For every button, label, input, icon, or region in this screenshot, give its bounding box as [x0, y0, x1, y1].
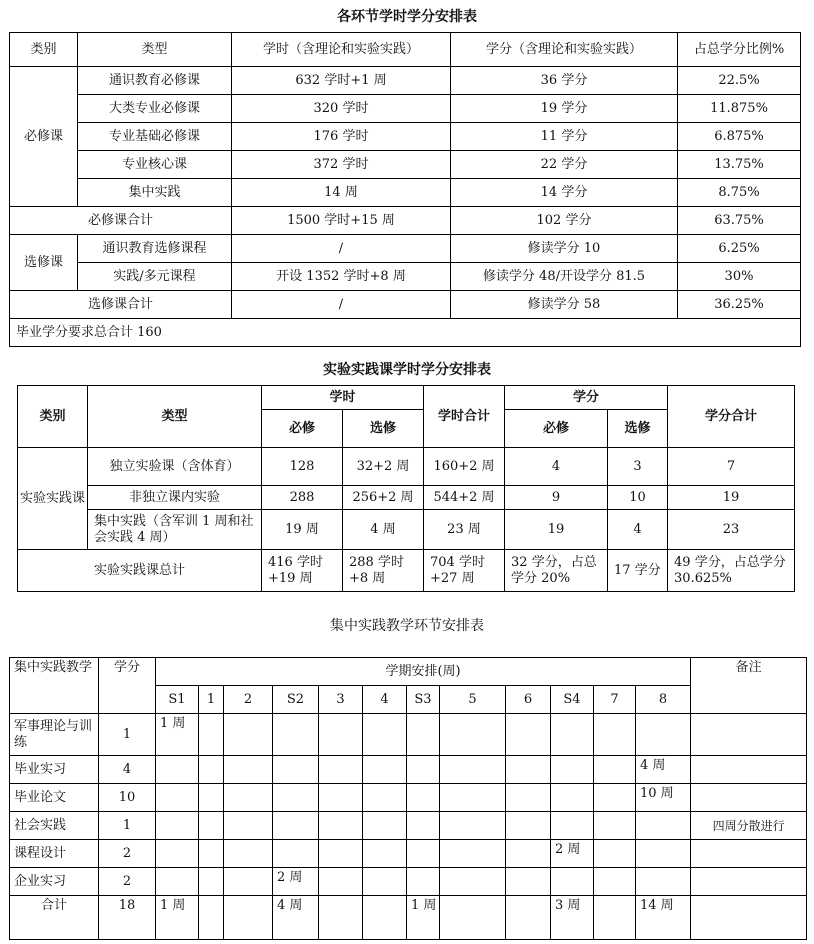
semester-cell: 14 周 — [636, 896, 691, 940]
practice-item-credit: 2 — [99, 840, 156, 868]
semester-cell — [319, 812, 363, 840]
semester-cell — [594, 714, 636, 756]
cell: 集中实践（含军训 1 周和社会实践 4 周） — [88, 510, 262, 550]
semester-cell — [440, 812, 506, 840]
cell: 544+2 周 — [424, 486, 505, 510]
semester-cell — [636, 812, 691, 840]
header-credits: 学分 — [505, 386, 668, 410]
lab-total-row — [18, 550, 795, 592]
cell: 36 学分 — [451, 67, 678, 95]
header-semester: 学期安排(周) — [156, 658, 691, 686]
semester-cell — [440, 784, 506, 812]
cell: 13.75% — [678, 151, 801, 179]
practice-item-note — [691, 714, 807, 756]
semester-cell — [224, 714, 273, 756]
cell: 49 学分，占总学分 30.625% — [668, 550, 795, 592]
semester-cell — [506, 840, 551, 868]
semester-cell — [594, 896, 636, 940]
semester-cell — [594, 756, 636, 784]
cell: 专业基础必修课 — [78, 123, 232, 151]
header-type: 类型 — [88, 386, 262, 448]
semester-cell — [199, 784, 224, 812]
semester-cell — [407, 812, 440, 840]
cell: 通识教育选修课程 — [78, 235, 232, 263]
graduation-row — [10, 319, 801, 347]
semester-header-cell: 1 — [199, 686, 224, 714]
cell: 63.75% — [678, 207, 801, 235]
semester-cell — [407, 714, 440, 756]
semester-cell — [273, 784, 319, 812]
semester-cell — [224, 896, 273, 940]
semester-cell: 2 周 — [551, 840, 594, 868]
cell: 实践/多元课程 — [78, 263, 232, 291]
practice-total-row — [10, 896, 807, 940]
cell: 专业核心课 — [78, 151, 232, 179]
semester-cell: 4 周 — [636, 756, 691, 784]
practice-item-note: 四周分散进行 — [691, 812, 807, 840]
semester-cell — [224, 756, 273, 784]
header-required-hours: 必修 — [262, 410, 343, 448]
semester-header-cell: S3 — [407, 686, 440, 714]
header-elective-hours: 选修 — [343, 410, 424, 448]
semester-cell — [594, 868, 636, 896]
cell: 32 学分，占总学分 20% — [505, 550, 608, 592]
header-type: 类型 — [78, 33, 232, 67]
cell: 416 学时+19 周 — [262, 550, 343, 592]
cell: 256+2 周 — [343, 486, 424, 510]
cell: 32+2 周 — [343, 448, 424, 486]
semester-cell: 2 周 — [273, 868, 319, 896]
cell: 开设 1352 学时+8 周 — [232, 263, 451, 291]
semester-cell — [407, 756, 440, 784]
semester-cell — [407, 868, 440, 896]
semester-cell — [440, 714, 506, 756]
semester-cell — [273, 812, 319, 840]
cell: 372 学时 — [232, 151, 451, 179]
cell: 288 学时+8 周 — [343, 550, 424, 592]
cell: 非独立课内实验 — [88, 486, 262, 510]
semester-header-cell: 5 — [440, 686, 506, 714]
cell: 必修课合计 — [10, 207, 232, 235]
semester-cell — [199, 714, 224, 756]
table-row — [10, 179, 801, 207]
cell: / — [232, 235, 451, 263]
semester-cell — [636, 868, 691, 896]
practice-item-credit: 2 — [99, 868, 156, 896]
cell: 23 周 — [424, 510, 505, 550]
practice-item-note — [691, 868, 807, 896]
table-row — [18, 486, 795, 510]
semester-cell — [273, 840, 319, 868]
semester-cell — [319, 784, 363, 812]
header-note: 备注 — [691, 658, 807, 714]
cell: 17 学分 — [608, 550, 668, 592]
semester-cell — [440, 868, 506, 896]
cell: 修读学分 58 — [451, 291, 678, 319]
table-row — [10, 868, 807, 896]
lab-practice-table — [17, 385, 795, 592]
table-row — [10, 812, 807, 840]
cell: 1500 学时+15 周 — [232, 207, 451, 235]
semester-cell — [551, 812, 594, 840]
cell: 288 — [262, 486, 343, 510]
elective-total-row — [10, 291, 801, 319]
required-total-row — [10, 207, 801, 235]
semester-cell — [636, 840, 691, 868]
table-row — [10, 263, 801, 291]
semester-cell — [199, 756, 224, 784]
practice-item-note — [691, 756, 807, 784]
semester-cell — [199, 896, 224, 940]
table-row — [10, 840, 807, 868]
cell: 632 学时+1 周 — [232, 67, 451, 95]
cell: 选修课合计 — [10, 291, 232, 319]
table-row — [10, 784, 807, 812]
semester-cell — [363, 756, 407, 784]
cell: 8.75% — [678, 179, 801, 207]
semester-cell — [551, 784, 594, 812]
semester-cell — [440, 896, 506, 940]
table-row — [10, 123, 801, 151]
practice-item-note — [691, 896, 807, 940]
header-credit-total: 学分合计 — [668, 386, 795, 448]
cell: 320 学时 — [232, 95, 451, 123]
semester-cell — [319, 714, 363, 756]
cell: 7 — [668, 448, 795, 486]
semester-cell — [156, 784, 199, 812]
cell: 10 — [608, 486, 668, 510]
table2-header-row — [18, 386, 795, 410]
semester-header-cell: S1 — [156, 686, 199, 714]
header-required-credits: 必修 — [505, 410, 608, 448]
header-credit: 学分 — [99, 658, 156, 714]
semester-header-cell: 7 — [594, 686, 636, 714]
table-row — [10, 95, 801, 123]
cell: 独立实验课（含体育） — [88, 448, 262, 486]
header-item: 集中实践教学 — [10, 658, 99, 714]
semester-cell — [319, 840, 363, 868]
practice-item-name: 课程设计 — [10, 840, 99, 868]
semester-cell — [506, 896, 551, 940]
semester-header-cell: S2 — [273, 686, 319, 714]
cell: 11.875% — [678, 95, 801, 123]
practice-item-name: 合计 — [10, 896, 99, 940]
cell: / — [232, 291, 451, 319]
cell: 3 — [608, 448, 668, 486]
header-category: 类别 — [10, 33, 78, 67]
cell: 30% — [678, 263, 801, 291]
semester-cell — [224, 812, 273, 840]
cell: 修读学分 10 — [451, 235, 678, 263]
semester-cell — [636, 714, 691, 756]
semester-cell — [199, 812, 224, 840]
cell: 6.25% — [678, 235, 801, 263]
semester-cell — [319, 868, 363, 896]
header-ratio: 占总学分比例% — [678, 33, 801, 67]
semester-cell — [199, 868, 224, 896]
semester-cell — [506, 784, 551, 812]
header-hours: 学时（含理论和实验实践） — [232, 33, 451, 67]
cell: 19 周 — [262, 510, 343, 550]
semester-cell: 1 周 — [407, 896, 440, 940]
cell: 19 学分 — [451, 95, 678, 123]
semester-cell — [156, 756, 199, 784]
semester-header-cell: 8 — [636, 686, 691, 714]
table-row — [10, 151, 801, 179]
semester-cell — [594, 840, 636, 868]
cell: 22 学分 — [451, 151, 678, 179]
semester-cell — [506, 756, 551, 784]
cell: 102 学分 — [451, 207, 678, 235]
cell: 6.875% — [678, 123, 801, 151]
credit-hours-table — [9, 32, 801, 347]
table1-title: 各环节学时学分安排表 — [337, 9, 477, 25]
semester-cell — [273, 756, 319, 784]
semester-cell — [440, 756, 506, 784]
header-credits: 学分（含理论和实验实践） — [451, 33, 678, 67]
practice-item-credit: 18 — [99, 896, 156, 940]
semester-cell — [551, 714, 594, 756]
table3-title: 集中实践教学环节安排表 — [330, 618, 484, 634]
cell: 23 — [668, 510, 795, 550]
semester-cell — [363, 896, 407, 940]
semester-cell — [363, 812, 407, 840]
semester-cell — [156, 812, 199, 840]
semester-cell — [440, 840, 506, 868]
semester-header-cell: 2 — [224, 686, 273, 714]
cell: 176 学时 — [232, 123, 451, 151]
practice-item-name: 毕业论文 — [10, 784, 99, 812]
cell: 22.5% — [678, 67, 801, 95]
practice-item-name: 毕业实习 — [10, 756, 99, 784]
cell: 4 — [505, 448, 608, 486]
semester-cell — [407, 784, 440, 812]
header-elective-credits: 选修 — [608, 410, 668, 448]
header-category: 类别 — [18, 386, 88, 448]
cell: 160+2 周 — [424, 448, 505, 486]
semester-cell — [199, 840, 224, 868]
header-hours: 学时 — [262, 386, 424, 410]
semester-cell — [594, 784, 636, 812]
cell: 通识教育必修课 — [78, 67, 232, 95]
cell: 704 学时+27 周 — [424, 550, 505, 592]
cell: 128 — [262, 448, 343, 486]
table1-header-row — [10, 33, 801, 67]
table-row — [18, 448, 795, 486]
semester-cell — [363, 784, 407, 812]
semester-cell — [407, 840, 440, 868]
cell: 11 学分 — [451, 123, 678, 151]
cell: 14 学分 — [451, 179, 678, 207]
elective-category: 选修课 — [10, 235, 78, 291]
practice-item-name: 社会实践 — [10, 812, 99, 840]
lab-category: 实验实践课 — [18, 448, 88, 550]
semester-cell — [594, 812, 636, 840]
practice-item-name: 军事理论与训练 — [10, 714, 99, 756]
semester-cell — [273, 714, 319, 756]
table3-header-row — [10, 658, 807, 686]
semester-cell: 3 周 — [551, 896, 594, 940]
practice-item-note — [691, 840, 807, 868]
centralized-practice-table — [9, 657, 807, 940]
semester-cell — [551, 868, 594, 896]
semester-cell — [363, 868, 407, 896]
practice-item-credit: 1 — [99, 714, 156, 756]
table-row — [10, 235, 801, 263]
semester-header-cell: 3 — [319, 686, 363, 714]
table-row — [18, 510, 795, 550]
cell: 19 — [505, 510, 608, 550]
cell: 集中实践 — [78, 179, 232, 207]
semester-cell — [224, 784, 273, 812]
practice-item-credit: 10 — [99, 784, 156, 812]
semester-cell: 1 周 — [156, 714, 199, 756]
semester-cell — [506, 812, 551, 840]
cell: 修读学分 48/开设学分 81.5 — [451, 263, 678, 291]
semester-header-cell: 6 — [506, 686, 551, 714]
semester-cell — [363, 714, 407, 756]
header-hours-total: 学时合计 — [424, 386, 505, 448]
semester-header-cell: S4 — [551, 686, 594, 714]
semester-cell — [506, 714, 551, 756]
semester-cell — [224, 868, 273, 896]
cell: 4 周 — [343, 510, 424, 550]
cell: 4 — [608, 510, 668, 550]
practice-item-note — [691, 784, 807, 812]
table-row — [10, 67, 801, 95]
cell: 36.25% — [678, 291, 801, 319]
semester-cell — [506, 868, 551, 896]
semester-cell — [363, 840, 407, 868]
table-row — [10, 756, 807, 784]
semester-cell — [319, 896, 363, 940]
semester-cell: 1 周 — [156, 896, 199, 940]
semester-cell — [224, 840, 273, 868]
semester-cell: 10 周 — [636, 784, 691, 812]
cell: 14 周 — [232, 179, 451, 207]
table2-title: 实验实践课学时学分安排表 — [323, 362, 491, 378]
semester-cell — [156, 840, 199, 868]
semester-cell — [319, 756, 363, 784]
semester-header-cell: 4 — [363, 686, 407, 714]
table-row — [10, 714, 807, 756]
cell: 9 — [505, 486, 608, 510]
cell: 实验实践课总计 — [18, 550, 262, 592]
practice-item-credit: 4 — [99, 756, 156, 784]
practice-item-name: 企业实习 — [10, 868, 99, 896]
semester-cell — [551, 756, 594, 784]
cell: 大类专业必修课 — [78, 95, 232, 123]
required-category: 必修课 — [10, 67, 78, 207]
semester-cell — [156, 868, 199, 896]
graduation-requirement: 毕业学分要求总合计 160 — [10, 319, 801, 347]
cell: 19 — [668, 486, 795, 510]
semester-cell: 4 周 — [273, 896, 319, 940]
practice-item-credit: 1 — [99, 812, 156, 840]
